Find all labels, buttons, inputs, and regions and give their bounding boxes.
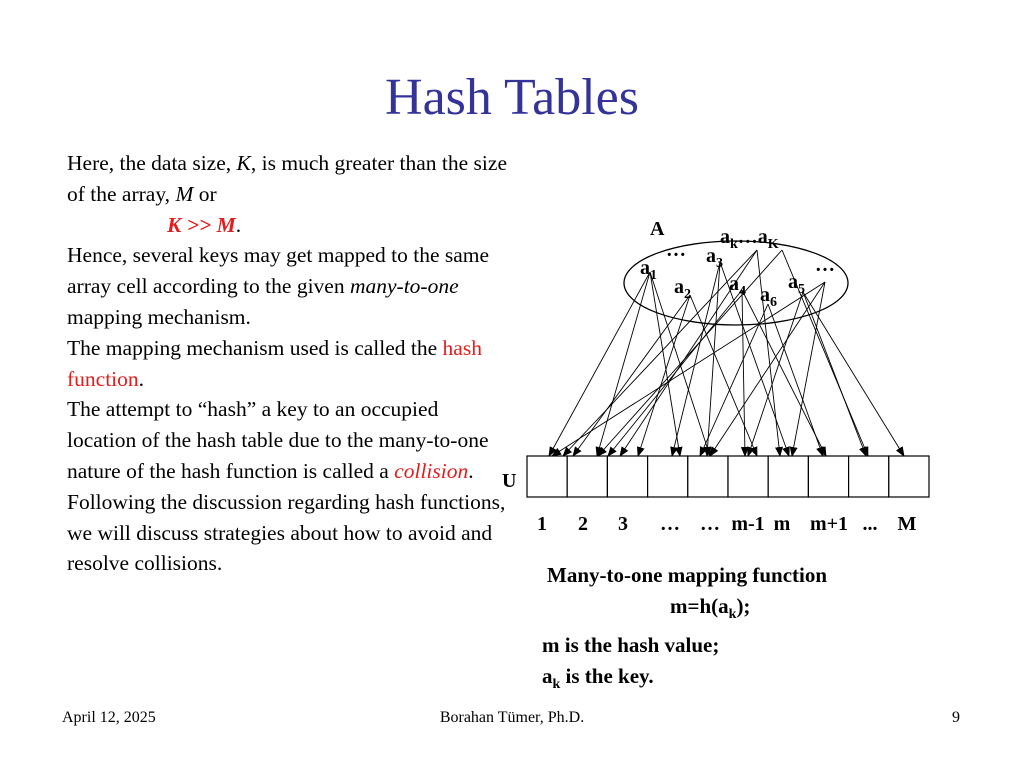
hash-table-cell xyxy=(889,456,929,497)
mapping-caption xyxy=(542,560,942,700)
hash-table-cell xyxy=(768,456,808,497)
key-a5: $a_5$ xyxy=(788,271,805,297)
cell-index-labels xyxy=(537,513,917,535)
mapping-arrow xyxy=(690,295,757,456)
key-a6: $a_6$ xyxy=(760,284,777,310)
mapping-arrow xyxy=(757,250,780,456)
mapping-arrows xyxy=(549,250,904,456)
caption-hash-value: m is the hash value; xyxy=(542,633,720,658)
cell-index-label: … xyxy=(660,513,680,535)
mapping-arrow xyxy=(742,290,826,456)
key-a2: $a_2$ xyxy=(674,276,691,302)
footer-author: Borahan Tümer, Ph.D. xyxy=(439,709,585,726)
footer-page-number: 9 xyxy=(952,709,960,726)
key-ak-to-aK: $a_k\dots a_K$ xyxy=(720,226,779,252)
mapping-arrow xyxy=(650,272,680,456)
cell-index-label: m xyxy=(773,513,791,535)
cell-index-label: 2 xyxy=(578,513,588,535)
hash-table-cell xyxy=(648,456,688,497)
key-a1: $a_1$ xyxy=(640,257,657,283)
mapping-arrow xyxy=(598,250,782,456)
key-a3: $a_3$ xyxy=(706,245,723,271)
cell-index-label: 3 xyxy=(618,513,628,535)
slide-title: Hash Tables xyxy=(385,69,639,126)
paragraph-strategies: Following the discussion regarding hash functions, we will discuss strategies about how to avoid and resolve collisions. xyxy=(67,489,506,576)
formula-k-much-greater-m: K >> M xyxy=(167,212,236,237)
caption-key: $a_k$ is the key. xyxy=(542,663,654,692)
mapping-arrow xyxy=(597,272,650,456)
cell-index-label: m+1 xyxy=(809,513,849,535)
mapping-arrow xyxy=(700,304,768,456)
mapping-arrow xyxy=(748,292,803,456)
cell-index-label: 1 xyxy=(537,513,547,535)
hash-table-cell xyxy=(607,456,647,497)
hash-table-cell xyxy=(567,456,607,497)
paragraph-hash-function: The mapping mechanism used is called the hash function. xyxy=(67,335,482,391)
formula-line: K >> M. xyxy=(167,212,242,237)
hash-table-cell xyxy=(728,456,768,497)
hash-table-cell xyxy=(688,456,728,497)
mapping-arrow xyxy=(742,290,745,456)
mapping-arrow xyxy=(803,292,866,456)
term-hash-function: hash function xyxy=(67,335,482,391)
mapping-arrow xyxy=(563,250,757,456)
paragraph-collision: The attempt to “hash” a key to an occupied location of the hash table due to the many-to-one nature of the hash function is called a collision. xyxy=(67,397,489,483)
caption-title: Many-to-one mapping function xyxy=(547,563,828,587)
cell-index-label: M xyxy=(897,513,917,535)
cell-index-label: m-1 xyxy=(731,513,765,535)
mapping-arrow xyxy=(552,282,825,456)
key-a4: $a_4$ xyxy=(729,273,746,299)
cell-index-label: ... xyxy=(862,513,878,535)
mapping-arrow xyxy=(638,295,690,456)
ellipsis-right: … xyxy=(815,254,835,276)
hash-table-cell xyxy=(849,456,889,497)
mapping-arrow xyxy=(792,282,825,456)
mapping-arrow xyxy=(549,272,650,456)
caption-formula: $m=h(a_k)$; xyxy=(670,593,751,622)
ellipsis-left: … xyxy=(666,239,686,261)
hash-table-cell xyxy=(527,456,567,497)
term-collision: collision xyxy=(394,458,469,483)
set-a-label: A xyxy=(650,218,665,240)
cell-index-label: … xyxy=(700,513,720,535)
universe-u-label: U xyxy=(502,470,517,492)
paragraph-data-size: Here, the data size, K, is much greater than the size of the array, M or xyxy=(67,151,507,206)
hash-table-cell xyxy=(808,456,848,497)
hash-table-array xyxy=(527,456,929,497)
footer-date: April 12, 2025 xyxy=(62,709,156,726)
paragraph-many-to-one: Hence, several keys may get mapped to the same array cell according to the given many-to-one mapping mechanism. xyxy=(67,243,490,329)
